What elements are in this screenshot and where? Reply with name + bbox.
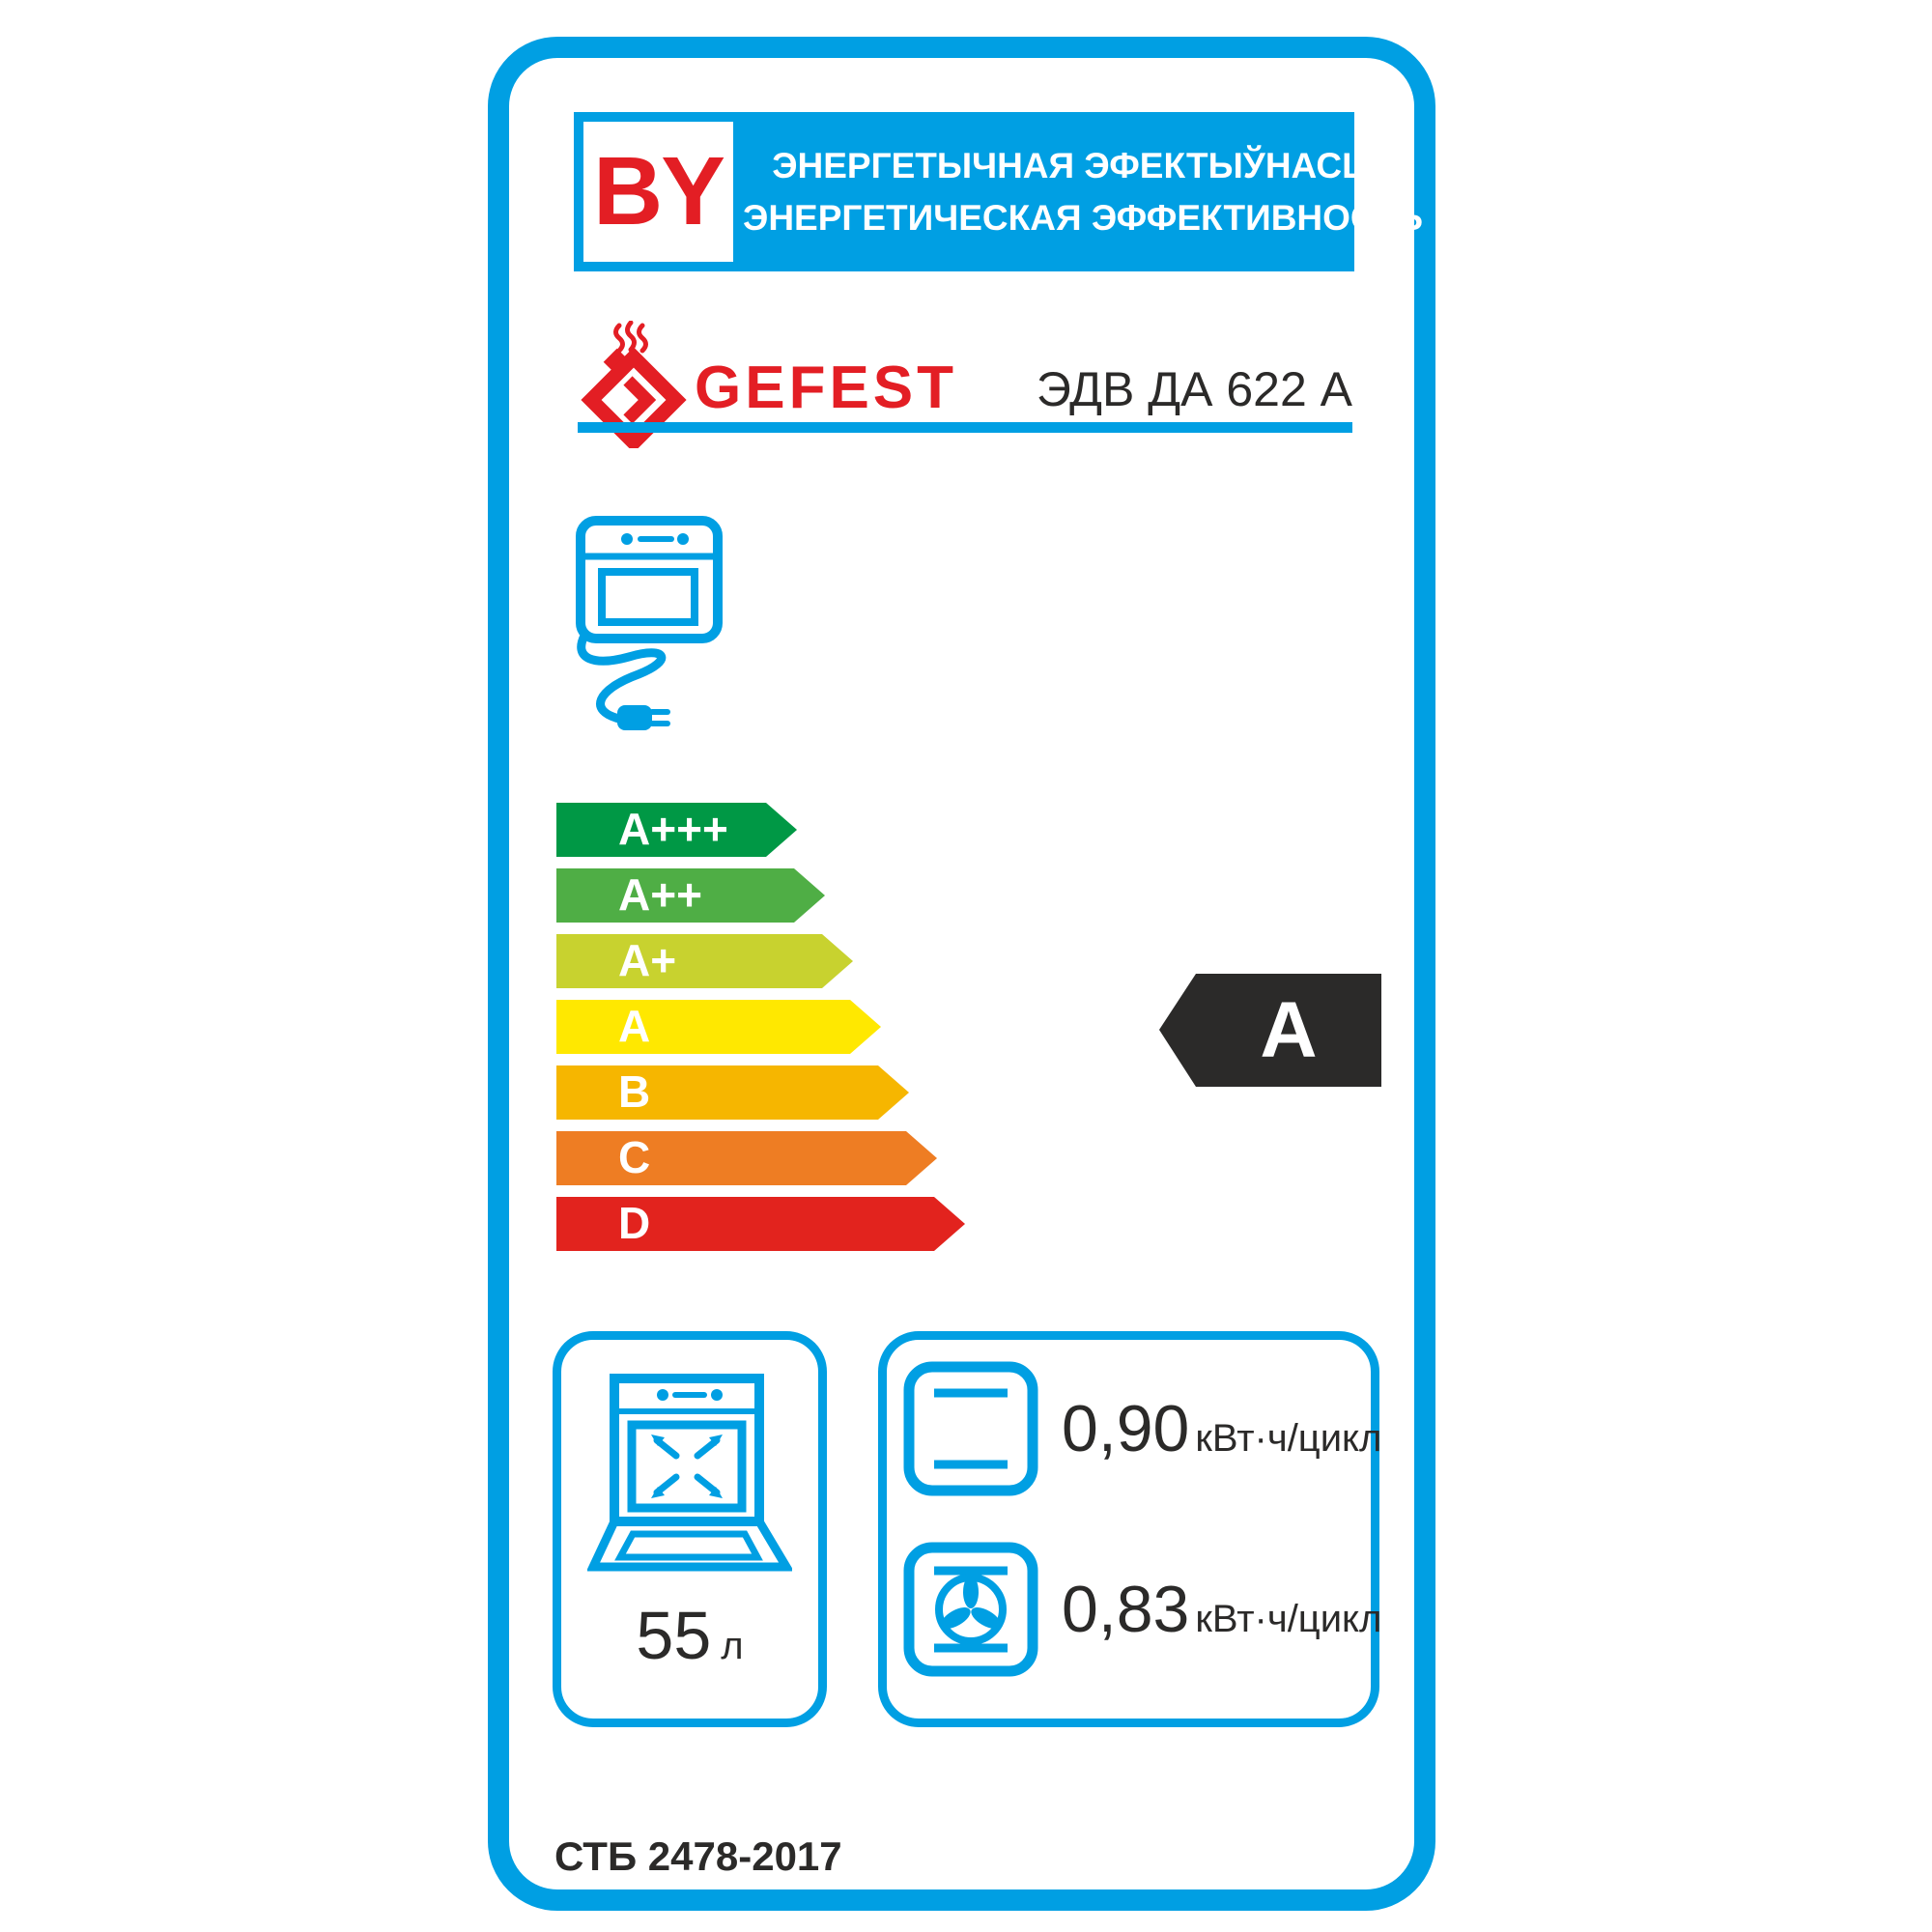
- header-band: [574, 112, 1423, 271]
- rated-class-arrow: [1159, 974, 1381, 1087]
- header-title-belarusian: ЭНЕРГЕТЫЧНАЯ ЭФЕКТЫЎНАСЦЬ: [772, 145, 1394, 185]
- country-code-box: [583, 122, 733, 262]
- rating-bar-a: A: [556, 1000, 850, 1054]
- convection-energy-row: [903, 1542, 1381, 1677]
- rating-bar-aplus: A+: [556, 934, 822, 988]
- rating-scale: [556, 803, 934, 1263]
- rating-bar-b: B: [556, 1065, 878, 1120]
- volume-unit: л: [721, 1625, 744, 1667]
- oven-open-door-icon: [587, 1373, 792, 1572]
- energy-panel: [878, 1331, 1382, 1727]
- rating-bar-d: D: [556, 1197, 934, 1251]
- header-titles: [743, 112, 1423, 271]
- brand-name: GEFEST: [695, 355, 958, 421]
- volume-value: 55: [636, 1598, 712, 1673]
- header-title-russian: ЭНЕРГЕТИЧЕСКАЯ ЭФФЕКТИВНОСТЬ: [743, 197, 1423, 238]
- volume-panel: [553, 1331, 827, 1727]
- energy-efficiency-label: [488, 37, 1435, 1911]
- volume-readout: [636, 1597, 743, 1674]
- conventional-energy-unit: кВт·ч/цикл: [1195, 1417, 1382, 1460]
- convection-energy-unit: кВт·ч/цикл: [1195, 1598, 1382, 1640]
- model-name: ЭДВ ДА 622 А: [1036, 362, 1352, 416]
- fan-heating-icon: [903, 1542, 1038, 1677]
- conventional-heating-icon: [903, 1361, 1038, 1496]
- rating-bar-aplusplusplus: A+++: [556, 803, 766, 857]
- standard-reference: СТБ 2478-2017: [554, 1833, 842, 1879]
- rated-class-letter: A: [1260, 985, 1318, 1074]
- rating-bar-c: C: [556, 1131, 906, 1185]
- conventional-energy-row: [903, 1361, 1381, 1496]
- country-code: BY: [593, 137, 724, 245]
- rating-bar-aplusplus: A++: [556, 868, 794, 923]
- brand-divider-rule: [578, 422, 1352, 433]
- oven-with-plug-icon: [573, 514, 737, 755]
- conventional-energy-value: 0,90: [1062, 1392, 1190, 1465]
- convection-energy-value: 0,83: [1062, 1573, 1190, 1646]
